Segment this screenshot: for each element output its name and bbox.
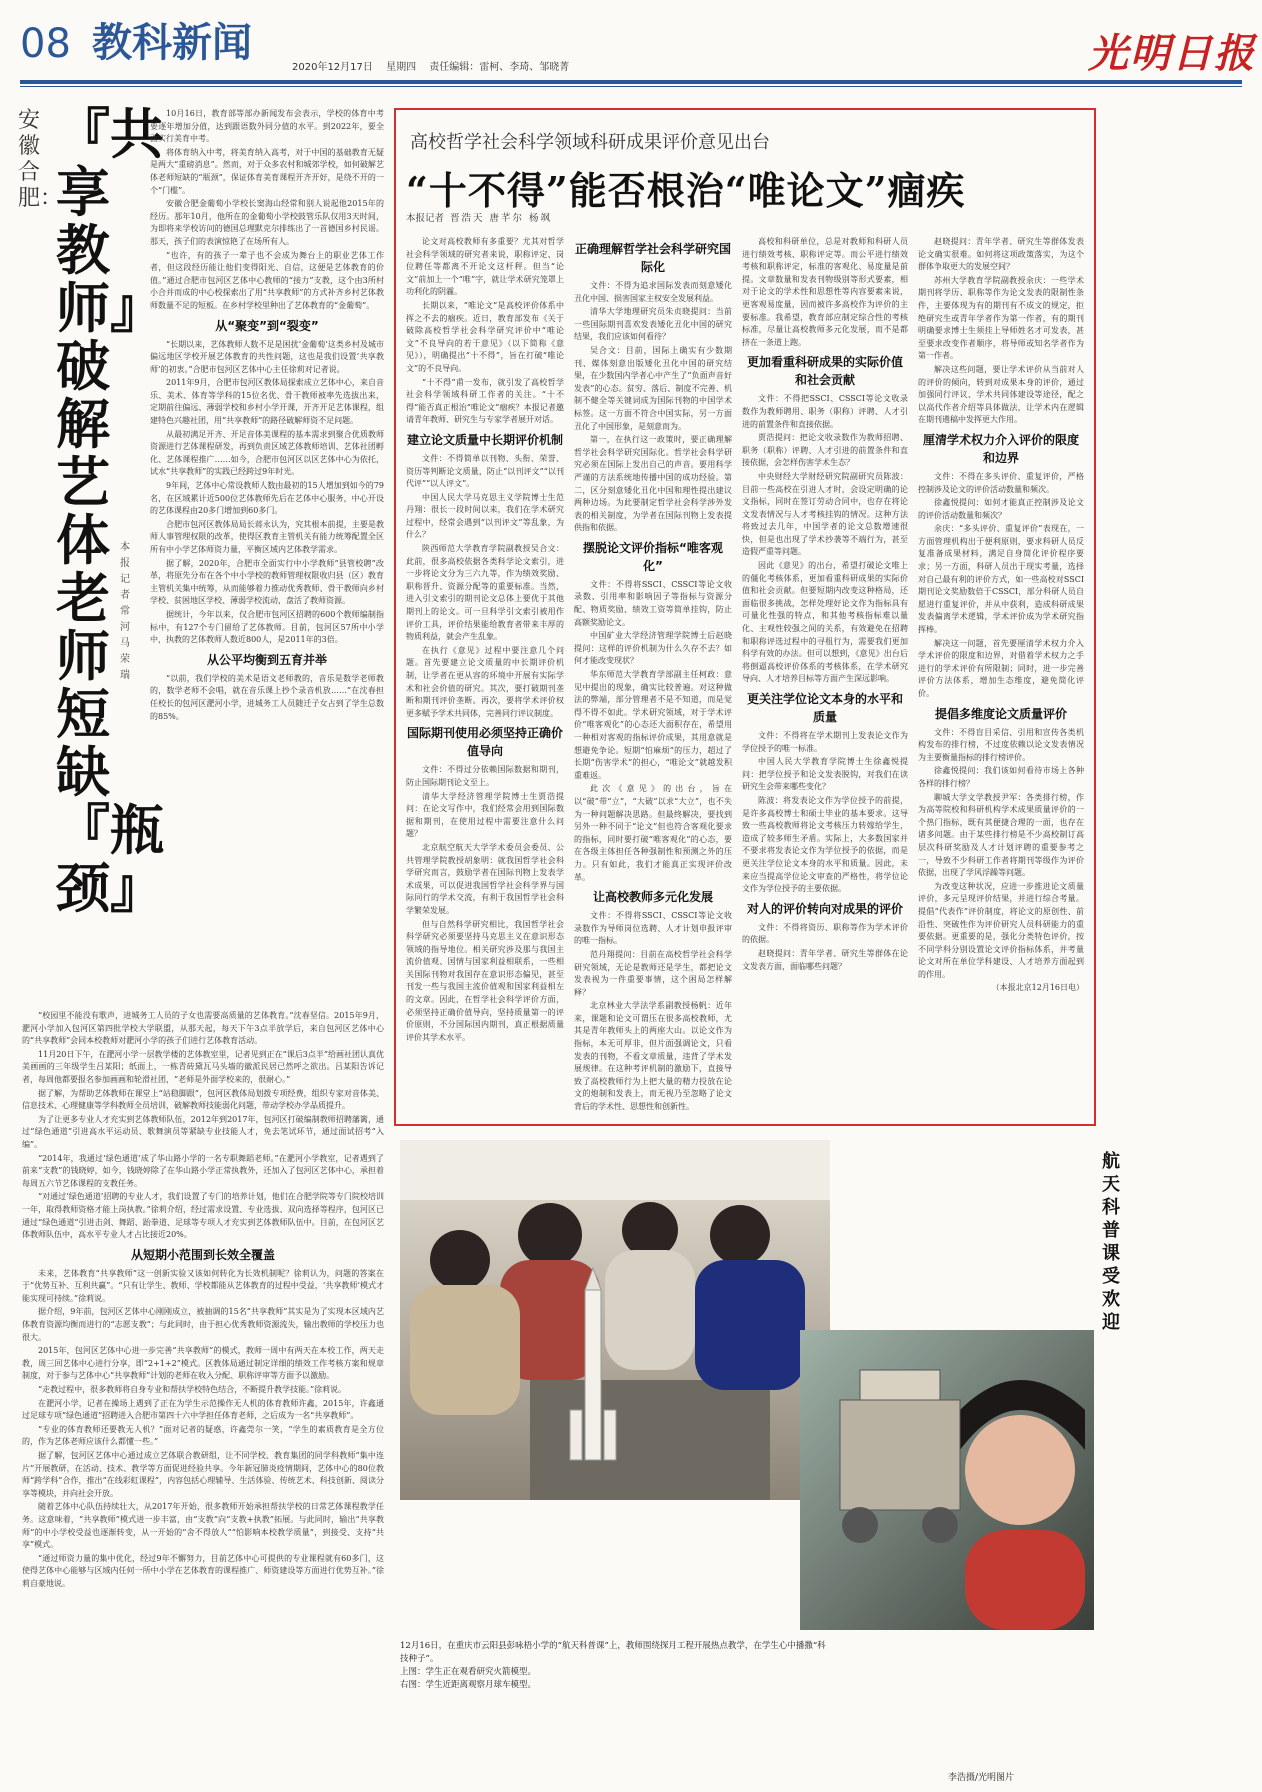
feature-subhead: 从“聚变”到“裂变” (215, 318, 319, 333)
article-subhead: 让高校教师多元化发展 (592, 890, 713, 905)
article-column-1: 论文对高校教师有多重要？尤其对哲学社会科学领域的研究者来说，职称评定、岗位聘任等都离不开论文这杆秤。但当“论文”前加上一个“唯”字，就让学术研究笼罩上功利化的阴霾。 长期以来，“唯论文”是高校评价体系中挥之不去的痼疾。近日，教育部发布《关于破除高校哲学社会科学研究评价中“唯论文”不良导向的若干意见》（以下简称《意见》），明确提出“十不得”，旨在打破“唯论文”的不良导向。 “十不得”甫一发布，就引发了高校哲学社会科学领域科研工作者的关注。“十不得”能否真正根治“唯论文”痼疾？本报记者邀请青年教师、研究生与专家学者展开对话。 建立论文质量中长期评价机制 文件：不得简单以刊物、头衔、荣誉、资历等判断论文质量，防止“以刊评文”“以刊代评”“以人评文”。 中国人民大学马克思主义学院博士生范丹翔：很长一段时间以来，我们在学术研究过程中，经常会遇到“以刊评文”等乱象，为什么？ 陕西师范大学教育学院副教授吴合文：此前，很多高校依据各类科学论文索引，进一步将论文分为三六九等，作为绩效奖励、职称晋升、资源分配等的重要标准。当然，进入引文索引的期刊论文总体上要优于其他期刊上的论文。可一旦科学引文索引被用作评价工具，评价结果能给教育者带来丰厚的物质利益，就会产生乱象。 在执行《意见》过程中要注意几个问题。首先要建立论文质量的中长期评价机制，让学者在更从容的环境中开展有实际学术和社会价值的研究。其次，要打破期刊垄断和期刊评价垄断。再次，要将学术评价权更多赋予学术共同体，完善同行评议制度。 国际期刊使用必须坚持正确价值导向 文件：不得过分依赖国际数据和期刊，防止国际期刊论文至上。 清华大学经济管理学院博士生贾浩提问：在论文写作中，我们经常会用到国际数据和期刊，在使用过程中需要注意什么问题？ 北京航空航天大学学术委员会委员、公共管理学院教授胡象明：就我国哲学社会科学研究而言，鼓励学者在国际刊物上发表学术成果，可以促进我国哲学社会科学界与国际同行的学术交流，有利于我国哲学社会科学繁荣发展。 但与自然科学研究相比，我国哲学社会科学研究必须要坚持马克思主义在意识形态领域的指导地位。相关研究涉及那与我国主流价值观、国情与国家利益相联系，一些相关国际刊物对我国存在意识形态偏见，甚至刊发一些与我国主流价值观和国家利益相左的文章。因此，在哲学社会科学评价方面，必须坚持正确价值导向，坚持质量第一的评价原则，不分国际国内期刊，真正根据质量评价其学术水平。 (406, 237, 564, 1042)
feature-subhead: 从短期小范围到长效全覆盖 (130, 1247, 275, 1262)
feature-column-1: 10月16日，教育部等部办新闻发布会表示，学校的体育中考要逐年增加分值，达到跟语数外同分值的水平。到2022年，要全面实行美育中考。 将体育纳入中考，将美育纳入高考，对于中国的基础教育无疑是两大“重磅消息”。然而，对于众多农村和城郊学校，如何破解艺体老师短缺的“瓶颈”，保证体育美育课程开齐开好，是绕不开的一个“门槛”。 安徽合肥金葡萄小学校长窦海山经常和别人说起他2015年的经历。那年10月，他所在的金葡萄小学校鼓管乐队仅用3天时间，为即将来学校访问的德国总理默克尔排练出了一首德国乡村民谣。那天，孩子们的表演惊艳了在场所有人。 “也许，有的孩子一辈子也不会成为舞台上的职业艺体工作者，但这段经历能让他们变得阳光、自信，这便是艺体教育的价值。”通过合肥市包河区艺体中心教师的“接力”支教，这个由3所村小合并而成的中心校探索出了用“共享教师”的方式补齐乡村艺体教师数量不足的短板。在乡村学校里种出了艺体教育的“金葡萄”。 从“聚变”到“裂变” “长期以来，艺体教师人数不足是困扰‘金葡萄’这类乡村及城市偏远地区学校开展艺体教育的共性问题，这也是我们设置‘共享教师’的初衷。”合肥市包河区艺体中心主任徐莉对记者说。 2011年9月，合肥市包河区教体局探索成立艺体中心，来自音乐、美术、体育等学科的15位名优、骨干教师被率先选拔出来，定期前往偏远、薄弱学校和乡村小学开课，开齐开足艺体课程，组建特色兴趣社团，用“共享教师”的路径破解师资不足问题。 从最初满足开齐、开足音体美课程的基本需求到聚合优质教师资源进行艺体课程研发，再到负责区域艺体教师培训、艺体社团孵化、艺体课程推广……如今，合肥市包河区以区艺体中心为依托，试水“共享教师”的实践已经跨过9年时光。 9年间，艺体中心常设教师人数由最初的15人增加到如今的79名，在区域累计近500位艺体教师先后在艺体中心服务，中心开设的艺体课程由20多门增加到60多门。 合肥市包河区教体局局长蒋永认为，究其根本前提，主要是教师人事管理权限的改革，使得区教育主管机关有能力统筹配置全区所有中小学艺体师资力量，平衡区域内艺体教学需求。 据了解，2020年，合肥市全面实行中小学教师“县管校聘”改革，将原先分布在各个中小学校的教师管理权限收归县（区）教育主管机关集中统筹，从而能够着力推动优秀教师、骨干教师向乡村学校、贫困地区学校、薄弱学校流动，盘活了教师资源。 据统计，今年以来，仅合肥市包河区招聘的600个教师编制指标中，有127个专门留给了艺体教师。目前，包河区57所中小学中，执教的艺体教师人数近800人，是2011年的3倍。 从公平均衡到五育并举 “以前，我们学校的美术是语文老师教的，音乐是数学老师教的，数学老师不会唱，就在音乐课上抄个录音机放……”在沈春担任校长的包河区淝河小学，进城务工人员随迁子女占到了学生总数的85%。 (150, 109, 384, 721)
article-column-2: 正确理解哲学社会科学研究国际化 文件：不得为追求国际发表而刻意矮化丑化中国、损害国家主权安全发展利益。 清华大学地理研究员朱贞晓提问：当前一些国际期刊喜欢发表矮化丑化中国的研究结果，我们应该如何看待？ 吴合文：目前，国际上确实有少数期刊、媒体刻意出版矮化丑化中国的研究结果，在少数国内学者心中产生了“负面声音好发表”的心态。贫穷、落后、制度不完善、机制不健全等关键词成为国际刊物的中国学术标签。这一方面不符合中国实际，另一方面丑化了中国形象，是刻意而为。 第一，在执行这一政策时，要正确理解哲学社会科学研究国际化。哲学社会科学研究必须在国际上发出自己的声音。要用科学严谨的方法系统地传播中国的成功经验。第二，区分刻意矮化丑化中国和理性提出建议两种边场。为此要制定哲学社会科学涉外发表的相关制度，为学者在国际刊物上发表提供指和依据。 摆脱论文评价指标“唯客观化” 文件：不得将SSCI、CSSCI等论文收录数、引用率和影响因子等指标与资源分配、物质奖励、绩效工资等简单挂钩，防止高额奖励论文。 中国矿业大学经济管理学院博士后赵晓提问：这样的评价机制为什么久存不去？如何才能改变现状？ 华东师范大学教育学部副主任柯政：意见中提出的现象，确实比较普遍。对这种做法的弊端，部分管理者不是不知道，而是觉得不得不如此。学术研究领域，对于学术评价“唯客观化”的心态还大面积存在，希望用一种相对客观的指标评价成果，其用意就是想避免争论。短期“怕麻烦”的压力，超过了长期“伤害学术”的担心，“唯论文”就越发积重难返。 此次《意见》的出台，旨在以“破”带“立”，“大破”以求“大立”，也不失为一种问题解决思路。但最终解决，要找到另外一种不同于“论文”但也符合客观化要求的指标，同时要打破“唯客观化”的心态，要在各级主体担任各种强制性和预测之外的压力。只有如此，我们才能真正实现评价改革。 让高校教师多元化发展 文件：不得将SSCI、CSSCI等论文收录数作为导师岗位选聘、人才计划申报评审的唯一指标。 范丹翔提问：目前在高校哲学社会科学研究领域，无论是教师还是学生，都把论文发表视为一件重要事情，这个困局怎样解释？ 北京林业大学法学系副教授杨帆：近年来，课题和论文可谓压在很多高校教师，尤其是青年教师头上的两座大山。以论文作为指标，本无可厚非，但片面强调论文，只看发表的刊物，不看文章质量，违背了学术发展规律。在这种考评机制的激励下，直接导致了高校教师行为上把大量的精力投放在论文的炮制和发表上，而无视乃至忽略了论文背后的学术性、思想性和创新性。 (574, 242, 732, 1112)
feature-byline: 本报记者 常河 马荣瑞 (120, 542, 130, 681)
article-subhead: 正确理解哲学社会科学研究国际化 (574, 242, 731, 274)
section-title: 教科新闻 (92, 20, 252, 66)
article-subhead: 提倡多维度论文质量评价 (934, 706, 1067, 721)
photo-caption: 12月16日，在重庆市云阳县彭咏梧小学的“航天科普课”上，教师围绕探月工程开展热点教学，在学生心中播撒“科技种子”。 上图：学生正在观看研究火箭模型。 右图：学生近距离观察月球车模型。 (400, 1641, 826, 1690)
page-number: 08 (20, 21, 71, 67)
issue-weekday: 星期四 (386, 62, 417, 73)
article-kicker: 高校哲学社会科学领域科研成果评价意见出台 (410, 132, 770, 153)
photo-girl-lunar-rover (800, 1330, 1094, 1630)
article-byline: 本报记者 晋浩天 唐芊尔 杨飒 (406, 213, 553, 224)
feature-subhead: 从公平均衡到五育并举 (206, 652, 327, 667)
article-headline: “十不得”能否根治“唯论文”痼疾 (406, 168, 966, 213)
feature-kicker: 安徽合肥： (18, 108, 63, 211)
issue-date: 2020年12月17日 (292, 62, 373, 73)
feature-title: 『共享教师』破解艺体老师短缺『瓶颈』 (56, 103, 164, 920)
dateline: （本报北京12月16日电） (991, 983, 1084, 993)
masthead-rule-thin (20, 86, 1242, 87)
article-column-3: 高校和科研单位，总是对教师和科研人员进行绩效考核、职称评定等。而公平进行绩效考核和职称评定，标准的客观化、易度量是前提。文章数量和发表刊物级别等形式要素，相对于论文的学术性和思想性等内容要素来说，更客观易度量，因而被许多高校作为评价的主要标准。我希望，教育部应制定综合性的考核标准，尽量让高校教师多元化发展，而不是都挤在一条道上跑。 更加看重科研成果的实际价值和社会贡献 文件：不得把SSCI、CSSCI等论文收录数作为教师聘用、职务（职称）评聘、人才引进的前置条件和直接依据。 贾浩提问：把论文收录数作为教师招聘、职务（职称）评聘、人才引进的前置条件和直接依据，会怎样伤害学术生态？ 中央财经大学财经研究院副研究员陈波：目前一些高校在引进人才时，会设定明确的论文指标，同时在签订劳动合同中，也存在将论文发表情况与人才考核挂钩的情况。这种方法将致过去几年，中国学者的论文总数增速很快，但是也出现了学术抄袭等不端行为，甚至造假严重等问题。 因此《意见》的出台，希望打破论文唯上的僵化考核体系，更加看重科研成果的实际价值和社会贡献。但要短期内改变这种格局，还面临很多挑战，怎样处理好论文作为指标具有可量化性强的特点，和其他考核指标难以量化、主观性较强之间的关系，有效避免在招聘和职称评选过程中的寻租行为，需要我们更加科学有效的办法。但可以想到，《意见》出台后将倒逼高校评价体系的考核体系，在学术研究导向、人才培养目标等方面产生深远影响。 更关注学位论文本身的水平和质量 文件：不得将在学术期刊上发表论文作为学位授予的唯一标准。 中国人民大学教育学院博士生徐鑫悦提问：把学位授予和论文发表脱钩，对我们在读研究生会带来哪些变化？ 陈波：将发表论文作为学位授予的前提，是许多高校博士和硕士毕业的基本要求。这导致一些高校教师将论文考核压力转嫁给学生，造成了较多师生矛盾。实际上，大多数国家并不要求将发表论文作为学位授予的依据，而是更关注学位论文本身的水平和质量。因此，未来应当提高学位论文审查的严格性，将学位论文作为学位授予的主要依据。 对人的评价转向对成果的评价 文件：不得将资历、职称等作为学术评价的依据。 赵晓提问：青年学者、研究生等群体在论文发表方面，面临哪些问题？ (742, 237, 908, 971)
article-subhead: 厘清学术权力介入评价的限度和边界 (922, 432, 1079, 465)
newspaper-logo: 光明日报 (1088, 30, 1256, 77)
article-subhead: 国际期刊使用必须坚持正确价值导向 (406, 726, 563, 759)
article-column-4: 赵晓提问：青年学者、研究生等群体发表论文确实很难。如何将这项政策落实，为这个群体争取更大的发展空间？ 苏州大学教育学院副教授余庆：一些学术期刊将学历、职称等作为论文发表的限制性条件，主要体现为有的期刊有不成文的规定，拒绝研究生或青年学者作为第一作者，有的期刊明确要求博士生须挂上导师姓名才可发表，甚至要求改变作者顺序，将导师或知名学者作为第一作者。 解决这些问题，要让学术评价从当前对人的评价的倾向，转到对成果本身的评价，通过加强同行评议、学术共同体建设等途径，配之以高代作者介绍等具体做法，让学术内在逻辑在期刊遴稿中发挥更大作用。 厘清学术权力介入评价的限度和边界 文件：不得在多头评价、重复评价，严格控制涉及论文的评价活动数量和频次。 徐鑫悦提问：如何才能真正控制涉及论文的评价活动数量和频次？ 余庆：“多头评价、重复评价”表现在，一方面管理机构出于便利原则，要求科研人员反复准备成果材料，满足自身简化评价程序要求；另一方面，科研人员出于现实考量，选择对自己最有利的评价方式，如一些高校对SSCI期刊论文奖励数倍于CSSCI，部分科研人员自愿进行重复评价，并从中获利，造成科研成果发表偏离学术逻辑，学术评价成为学术研究指挥棒。 解决这一问题，首先要厘清学术权力介入学术评价的限度和边界，对借着学术权力之手进行的学术评价有所限制；同时，进一步完善评价方法体系，增加生态维度，避免简化评价。 提倡多维度论文质量评价 文件：不得盲目采信、引用和宣传各类机构发布的排行榜，不过度依赖以论文发表情况为主要衡量指标的排行榜评价。 徐鑫悦提问：我们该如何看待市场上各种各样的排行榜？ 聊城大学文学教授尹军：各类排行榜，作为高等院校和科研机构学术成果质量评价的一个热门指标，既有其便捷合理的一面，也存在诸多问题。由于某些排行榜是不少高校制订高层次科研奖励及人才计划评聘的重要参考之一，导致不少科研工作者将期刊等级作为评价依据，出现了学风浮躁等问题。 为改变这种状况，应进一步推进论文质量评价，多元呈现评价结果，并进行综合考量。提倡“代表作”评价制度，将论文的原创性、前沿性、突破性作为评价研究人员科研能力的重要依据。更重要的是，强化分类特色评价，按不同学科分别设置论文评价指标体系，并考量论文对所在单位学科建设、人才培养方面起到的作用。 （本报北京12月16日电） (918, 236, 1084, 995)
issue-meta (292, 58, 579, 73)
photo-students-rocket (400, 1140, 830, 1500)
article-subhead: 更关注学位论文本身的水平和质量 (746, 692, 903, 724)
article-subhead: 摆脱论文评价指标“唯客观化” (583, 540, 723, 573)
editors: 责任编辑：雷柯、李琦、邹晓菁 (429, 62, 570, 73)
article-subhead: 更加看重科研成果的实际价值和社会贡献 (746, 355, 903, 388)
article-subhead: 对人的评价转向对成果的评价 (746, 901, 903, 916)
feature-column-2: “校园里不能没有歌声，进城务工人员的子女也需要高质量的艺体教育。”沈春坚信。2015年9月，淝河小学加入包河区第四批学校大学联盟，从那天起，每天下午3点半放学后，来自包河区艺体中心的“共享教师”会同本校教师对淝河小学的孩子们进行艺体教育活动。 11月20日下午，在淝河小学一层教学楼的艺体教室里，记者见到正在“课后3点半”给画社团认真优美画画的三年级学生吕某阳；纸面上，一栋青砖黛瓦马头墙的徽派民居已然呼之欲出。吕某阳告诉记者，每周他都要报名参加画画和轮滑社团，“老师是外面学校来的，很耐心。” 据了解，为帮助艺体教师在课堂上“站稳脚跟”，包河区教体局划拨专项经费，组织专家对音体美、信息技术、心理健康等学科教师全员培训，破解教师技能弱化问题，带动学校办学品质提升。 为了让更多专业人才充实到艺体教师队伍，2012年到2017年，包河区打破编制教师招聘藩篱，通过“绿色通道”引进高水平运动员、歌舞演员等紧缺专业技能人才，免去笔试环节，通过面试招考“入编”。 “2014年，我通过‘绿色通道’成了华山路小学的一名专职舞蹈老师。”在淝河小学教室，记者遇到了前来“支教”的钱晓婷，如今，钱晓婷除了在华山路小学正常执教外，还加入了包河区艺体中心，承担着每周五六节艺体课程的支教任务。 “对通过‘绿色通道’招聘的专业人才，我们设置了专门的培养计划，他们在合肥学院等专门院校培训一年，取得教师资格才能上岗执教。”徐莉介绍，经过需求设置、专业选拔、双向选择等程序，包河区已通过“绿色通道”引进击剑、舞蹈、跆拳道、足球等专项人才充实到艺体教师队伍中。目前，在包河区艺体教师队伍中，高水平专业人才占比接近20%。 从短期小范围到长效全覆盖 未来，艺体教育“共享教师”这一创新实验又该如何转化为长效机制呢？徐莉认为，问题的答案在于“优势互补、互利共赢”。“只有让学生、教师、学校都能从艺体教育的过程中受益，‘共享教师’模式才能实现可持续。”徐莉说。 据介绍，9年前，包河区艺体中心刚刚成立，被抽调的15名“共享教师”其实是为了实现本区域内艺体教育资源均衡而进行的“志愿支教”；与此同时，由于担心优秀教师资源流失，输出教师的学校压力也很大。 2015年，包河区艺体中心进一步完善“共享教师”的模式，教师一周中有两天在本校工作，两天走教，周三回艺体中心进行分享，即“2+1+2”模式。区教体局通过制定详细的绩效工作考核方案和规章制度，对于参与艺体中心“共享教师”计划的老师在收入分配、职称评审等方面予以激励。 “走教过程中，很多教师将自身专业和帮扶学校特色结合，不断提升教学技能。”徐莉说。 在淝河小学，记者在操场上遇到了正在为学生示范操作无人机的体育教师许鑫，2015年，许鑫通过足球专项“绿色通道”招聘进入合肥市第四十六中学担任体育老师，之后成为一名“共享教师”。 “专业的体育教师还要教无人机？”面对记者的疑惑，许鑫莞尔一笑，“学生的素质教育是全方位的，作为艺体老师应该什么都懂一些。” 据了解，包河区艺体中心通过成立艺体联合教研组，让不同学校、教育集团的同学科教师“集中连片”开展教研，在活动、技术、教学等方面促进经验共享。今年新冠肺炎疫情期间，艺体中心的80位教师“跨学科”合作，推出“在线彩虹课程”，内容包括心理辅导、生活体验、传统艺术、科技创新、阅读分享等模块，并向社会开放。 随着艺体中心队伍持续壮大，从2017年开始，很多教师开始承担帮扶学校的日常艺体课程教学任务。这意味着，“共享教师”模式进一步丰富，由“支教”向“支教+执教”拓展。与此同时，输出“共享教师”的中小学校受益也逐渐转变，从一开始的“舍不得放人”“怕影响本校教学质量”，到接受、支持“共享”模式。 “通过师资力量的集中优化，经过9年不懈努力，目前艺体中心可提供的专业课程就有60多门，这使得艺体中心能够与区域内任何一所中小学在艺体教育的课程推广、师资建设等方面进行优势互补。”徐莉自豪地说。 (22, 1011, 384, 1588)
article-subhead: 建立论文质量中长期评价机制 (406, 432, 563, 447)
photo-credit: 李浩摄/光明图片 (948, 1773, 1015, 1783)
photo-label: 航天科普课受欢迎 (1102, 1151, 1120, 1333)
masthead-rule (20, 80, 1242, 84)
